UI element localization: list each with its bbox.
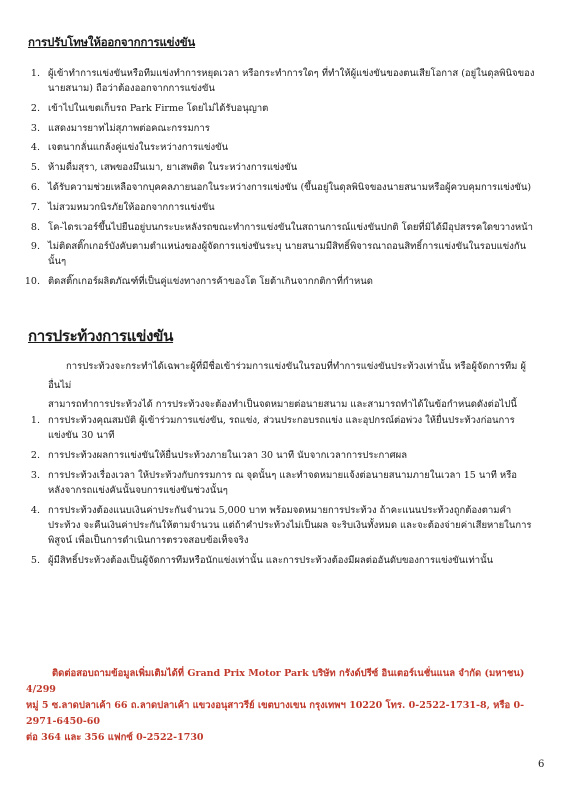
- item-text-line: ได้รับความช่วยเหลือจากบุคคลภายนอกในระหว่างการแข่งขัน (ขึ้นอยู่ในดุลพินิจของนายสนามหรือผู้ควบคุมการแข่งขัน): [48, 181, 532, 193]
- item-number: 5.: [30, 162, 40, 174]
- item-text-line: หลังจากรถแข่งคันนั้นจบการแข่งขันช่วงนั้นๆ: [48, 485, 228, 496]
- protest-intro-paragraph: [48, 357, 538, 414]
- intro-line: การประท้วงจะกระทำได้เฉพาะผู้ที่มีชื่อเข้าร่วมการแข่งขันในรอบที่ทำการแข่งขันประท้วงเท่านั้น หรือผู้จัดการทีม ผู้อื่นไม่: [48, 361, 526, 391]
- list-item: [0, 180, 566, 195]
- list-item: [0, 101, 566, 116]
- contact-line: ติดต่อสอบถามข้อมูลเพิ่มเติมได้ที่ Grand Prix Motor Park บริษัท กรังด์ปรีซ์ อินเตอร์เนชั่นแนล จำกัด (มหาชน) 4/299: [26, 668, 525, 695]
- item-text-line: ผู้มีสิทธิ์ประท้วงต้องเป็นผู้จัดการทีมหรือนักแข่งเท่านั้น และการประท้วงต้องมีผลต่ออันดับของการแข่งขันเท่านั้น: [48, 555, 494, 566]
- item-text-line: ติดสติ๊กเกอร์ผลิตภัณฑ์ที่เป็นคู่แข่งทางการค้าของโต โยต้าเกินจากกติกาที่กำหนด: [48, 276, 373, 288]
- item-text-line: เจตนากลั่นแกล้งคู่แข่งในระหว่างการแข่งขัน: [48, 142, 229, 154]
- list-item: [0, 160, 566, 175]
- item-number: 3.: [30, 122, 40, 134]
- item-text-line: การประท้วงผลการแข่งขันให้ยื่นประท้วงภายในเวลา 30 นาที นับจากเวลาการประกาศผล: [48, 450, 408, 461]
- item-number: 1.: [30, 415, 40, 426]
- list-item: [0, 66, 566, 96]
- list-item: [0, 200, 566, 215]
- list-item: [0, 413, 566, 443]
- item-number: 2.: [30, 450, 40, 461]
- item-number: 1.: [30, 68, 40, 79]
- item-number: 8.: [30, 221, 40, 233]
- section-heading-penalties: การปรับโทษให้ออกจากการแข่งขัน: [28, 35, 196, 49]
- item-text-line: ประท้วง จะคืนเงินค่าประกันให้ตามจำนวน แต่ถ้าคำประท้วงไม่เป็นผล จะริบเงินทั้งหมด และจะต้องจ่ายค่าเสียหายในการ: [48, 520, 532, 531]
- contact-info-block: [26, 666, 546, 746]
- item-number: 4.: [30, 505, 40, 516]
- protest-list: [0, 413, 566, 573]
- item-number: 2.: [30, 102, 40, 114]
- item-text-line: การประท้วงต้องแนบเงินค่าประกันจำนวน 5,000 บาท พร้อมจดหมายการประท้วง ถ้าคะแนนประท้วงถูกต้องตามคำ: [48, 505, 512, 516]
- section-heading-protest: การประท้วงการแข่งขัน: [28, 327, 174, 345]
- item-text-line: การประท้วงเรื่องเวลา ให้ประท้วงกับกรรมการ ณ จุดนั้นๆ และทำจดหมายแจ้งต่อนายสนามภายในเวลา 15 นาที หรือ: [48, 470, 518, 481]
- item-number: 9.: [30, 241, 40, 253]
- item-text-line: ไม่ติดสติ๊กเกอร์บังคับตามตำแหน่งของผู้จัดการแข่งขันระบุ นายสนามมีสิทธิ์พิจารณาถอนสิทธิ์การแข่งขันในรอบแข่งกัน: [48, 241, 527, 253]
- item-number: 7.: [30, 201, 40, 213]
- item-text-line: โค-ไดรเวอร์ขึ้นไปยืนอยู่บนกระบะหลังรถขณะทำการแข่งขันในสถานการณ์แข่งขันปกติ โดยที่มิได้มีอุปสรรคใดขวางหน้า: [48, 221, 533, 233]
- list-item: [0, 448, 566, 463]
- item-text-line: การประท้วงคุณสมบัติ ผู้เข้าร่วมการแข่งขัน, รถแข่ง, ส่วนประกอบรถแข่ง และอุปกรณ์ต่อพ่วง ให้ยื่นประท้วงก่อนการ: [48, 415, 515, 426]
- list-item: [0, 140, 566, 155]
- list-item: [0, 220, 566, 235]
- item-number: 6.: [30, 181, 40, 193]
- item-text-line: แสดงมารยาทไม่สุภาพต่อคณะกรรมการ: [48, 122, 210, 134]
- item-text-line: แข่งขัน 30 นาที: [48, 430, 115, 441]
- item-text-line: นายสนาม) ถือว่าต้องออกจากการแข่งขัน: [48, 83, 215, 94]
- intro-line: สามารถทำการประท้วงได้ การประท้วงจะต้องทำเป็นจดหมายต่อนายสนาม และสามารถทำได้ในข้อกำหนดดังต่อไปนี้: [48, 399, 517, 410]
- contact-line: ต่อ 364 และ 356 แฟกซ์ 0-2522-1730: [26, 732, 204, 743]
- list-item: [0, 274, 566, 289]
- list-item: [0, 553, 566, 568]
- list-item: [0, 503, 566, 548]
- list-item: [0, 468, 566, 498]
- contact-line: หมู่ 5 ซ.ลาดปลาเค้า 66 ถ.ลาดปลาเค้า แขวงอนุสาวรีย์ เขตบางเขน กรุงเทพฯ 10220 โทร. 0-2522-1731-8, หรือ 0-2971-6450-60: [26, 700, 525, 727]
- penalty-list: [0, 66, 566, 294]
- item-text-line: ไม่สวมหมวกนิรภัยให้ออกจากการแข่งขัน: [48, 201, 215, 213]
- item-text-line: ผู้เข้าทำการแข่งขันหรือทีมแข่งทำการหยุดเวลา หรือกระทำการใดๆ ที่ทำให้ผู้แข่งขันของตนเสียโอกาส (อยู่ในดุลพินิจของ: [48, 68, 535, 79]
- item-text-line: พิสูจน์ เพื่อเป็นการดำเนินการตรวจสอบข้อเท็จจริง: [48, 535, 249, 546]
- list-item: [0, 121, 566, 136]
- item-number: 4.: [30, 142, 40, 154]
- item-number: 5.: [30, 555, 40, 566]
- item-text-line: เข้าไปในเขตเก็บรถ Park Firme โดยไม่ได้รับอนุญาต: [48, 102, 269, 114]
- list-item: [0, 239, 566, 269]
- item-number: 3.: [30, 470, 40, 481]
- item-text-line: นั้นๆ: [48, 256, 67, 268]
- item-text-line: ห้ามดื่มสุรา, เสพของมึนเมา, ยาเสพติด ในระหว่างการแข่งขัน: [48, 162, 298, 174]
- item-number: 10.: [24, 276, 40, 288]
- page-number: 6: [538, 759, 545, 770]
